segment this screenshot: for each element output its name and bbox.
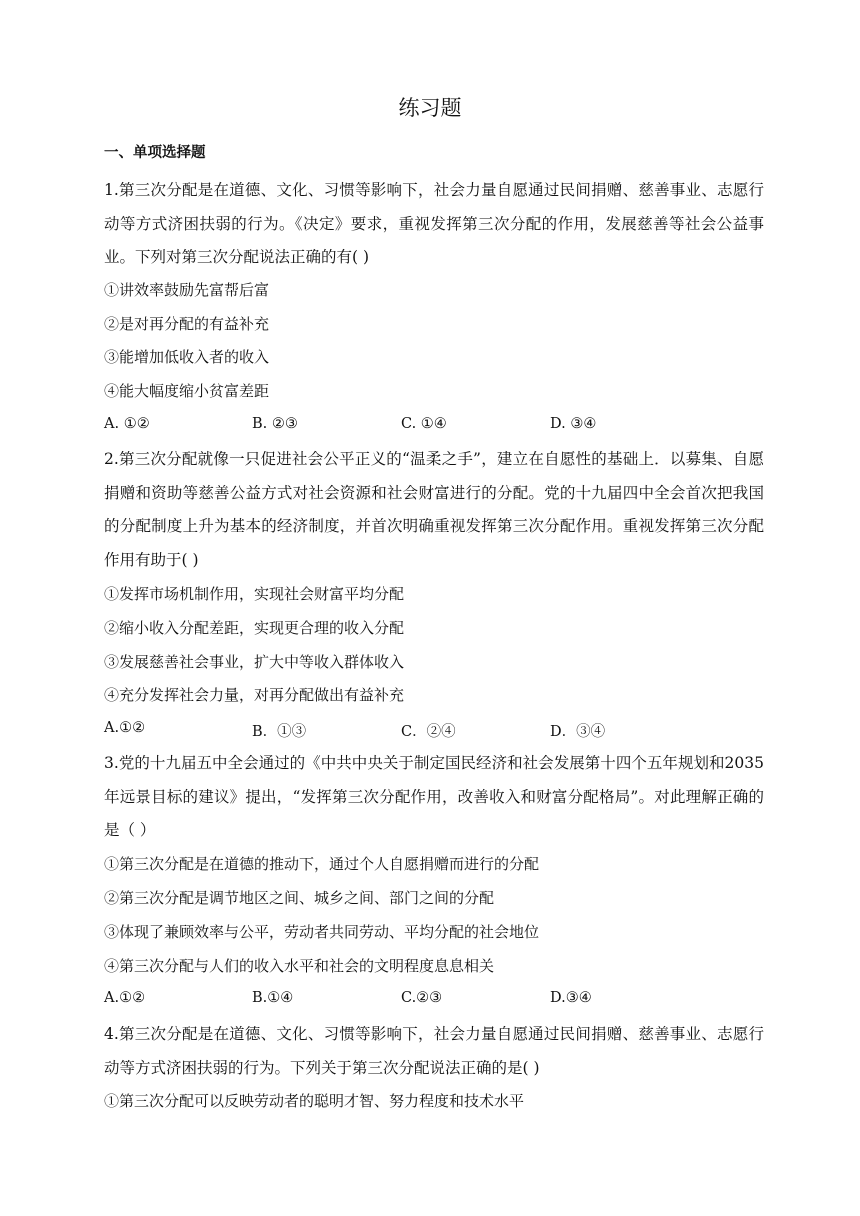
question-3-choice-a: A.①② xyxy=(104,990,146,1006)
page-title: 练习题 xyxy=(398,96,462,120)
question-3-choice-b: B.①④ xyxy=(252,990,294,1006)
question-1-choice-c: C. ①④ xyxy=(401,416,447,432)
question-3-stem: 3.党的十九届五中全会通过的《中共中央关于制定国民经济和社会发展第十四个五年规划和2035年远景目标的建议》提出，“发挥第三次分配作用，改善收入和财富分配格局”。对此理解正确的是（ ） xyxy=(104,754,764,839)
question-3-option-3: ③体现了兼顾效率与公平，劳动者共同劳动、平均分配的社会地位 xyxy=(104,923,540,941)
question-2-option-2: ②缩小收入分配差距，实现更合理的收入分配 xyxy=(104,619,405,637)
question-2-option-3: ③发展慈善社会事业，扩大中等收入群体收入 xyxy=(104,653,405,671)
question-1-choice-d: D. ③④ xyxy=(550,416,597,432)
question-3-choices xyxy=(104,990,704,1010)
question-1-option-4: ④能大幅度缩小贫富差距 xyxy=(104,382,270,400)
question-3-option-1: ①第三次分配是在道德的推动下，通过个人自愿捐赠而进行的分配 xyxy=(104,855,540,873)
question-1-choice-b: B. ②③ xyxy=(252,416,298,432)
question-3-choice-c: C.②③ xyxy=(401,990,443,1006)
question-2-choice-d: D．③④ xyxy=(550,724,606,740)
question-1-option-3: ③能增加低收入者的收入 xyxy=(104,348,270,366)
question-1-option-2: ②是对再分配的有益补充 xyxy=(104,315,270,333)
question-4-stem: 4.第三次分配是在道德、文化、习惯等影响下，社会力量自愿通过民间捐赠、慈善事业、志愿行动等方式济困扶弱的行为。下列关于第三次分配说法正确的是( ) xyxy=(104,1025,764,1077)
question-1-stem: 1.第三次分配是在道德、文化、习惯等影响下，社会力量自愿通过民间捐赠、慈善事业、志愿行动等方式济困扶弱的行为。《决定》要求，重视发挥第三次分配的作用，发展慈善等社会公益事业。下列对第三次分配说法正确的有( ) xyxy=(104,181,764,266)
question-1-option-1: ①讲效率鼓励先富帮后富 xyxy=(104,281,270,299)
question-2-stem: 2.第三次分配就像一只促进社会公平正义的“温柔之手”，建立在自愿性的基础上．以募集、自愿捐赠和资助等慈善公益方式对社会资源和社会财富进行的分配。党的十九届四中全会首次把我国的分配制度上升为基本的经济制度，并首次明确重视发挥第三次分配作用。重视发挥第三次分配作用有助于( ) xyxy=(104,450,764,569)
question-2-choices xyxy=(104,720,704,740)
question-2-choice-a: A.①② xyxy=(104,720,146,736)
question-3-choice-d: D.③④ xyxy=(550,990,592,1006)
section-heading: 一、单项选择题 xyxy=(104,145,206,161)
question-2-option-1: ①发挥市场机制作用，实现社会财富平均分配 xyxy=(104,585,405,603)
question-3-option-4: ④第三次分配与人们的收入水平和社会的文明程度息息相关 xyxy=(104,957,495,975)
question-1-choice-a: A. ①② xyxy=(104,416,150,432)
question-3-option-2: ②第三次分配是调节地区之间、城乡之间、部门之间的分配 xyxy=(104,889,495,907)
question-1-choices xyxy=(104,416,704,436)
question-2-choice-b: B．①③ xyxy=(252,724,307,740)
question-4-option-1: ①第三次分配可以反映劳动者的聪明才智、努力程度和技术水平 xyxy=(104,1092,525,1110)
question-2-choice-c: C．②④ xyxy=(401,724,456,740)
question-2-option-4: ④充分发挥社会力量，对再分配做出有益补充 xyxy=(104,686,405,704)
